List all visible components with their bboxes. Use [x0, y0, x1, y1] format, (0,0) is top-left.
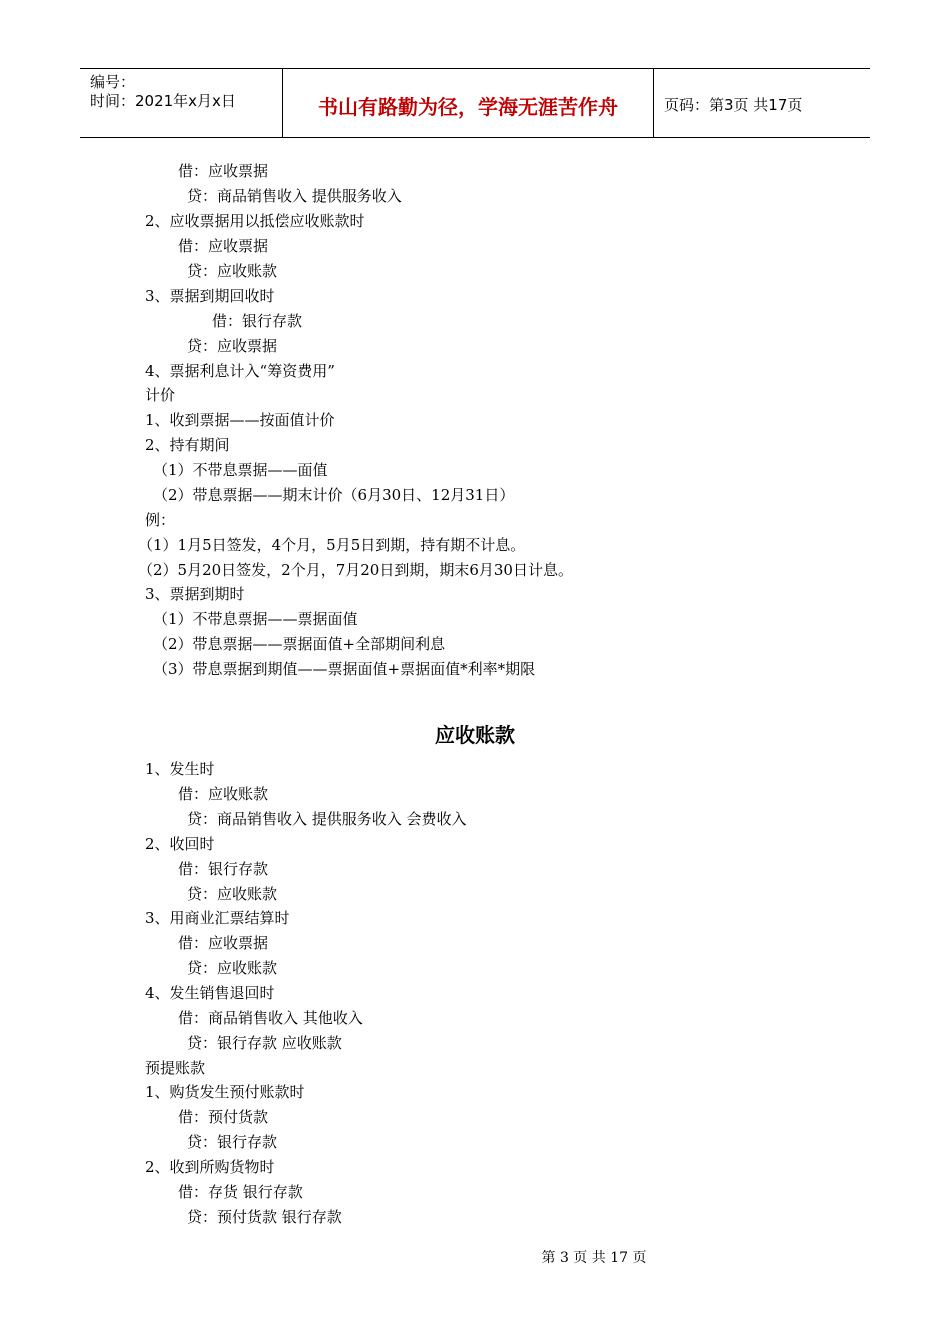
body-line: 贷：商品销售收入 提供服务收入 [187, 187, 402, 205]
section-line: 借：应收账款 [178, 785, 269, 803]
body-line: （2）带息票据——票据面值+全部期间利息 [153, 635, 446, 653]
body-line: 贷：应收账款 [187, 262, 278, 280]
section-line: 借：预付货款 [178, 1108, 269, 1126]
body-line: （1）不带息票据——票据面值 [153, 610, 358, 628]
body-line: 2、应收票据用以抵偿应收账款时 [145, 212, 365, 230]
body-line: 借：银行存款 [212, 312, 303, 330]
document-time-label: 时间：2021年x月x日 [90, 92, 236, 110]
header-motto: 书山有路勤为径，学海无涯苦作舟 [282, 69, 654, 137]
section-line: 3、用商业汇票结算时 [145, 909, 290, 927]
section-line: 贷：商品销售收入 提供服务收入 会费收入 [187, 810, 467, 828]
footer-page-number: 第 3 页 共 17 页 [541, 1250, 647, 1266]
section-line: 1、发生时 [145, 760, 215, 778]
section-line: 预提账款 [145, 1059, 206, 1077]
section-line: 借：存货 银行存款 [178, 1183, 303, 1201]
body-line: 例： [145, 511, 176, 529]
page-header [80, 68, 870, 138]
body-line: （2）带息票据——期末计价（6月30日、12月31日） [153, 486, 515, 504]
section-line: 贷：应收账款 [187, 959, 278, 977]
body-line: （2）5月20日签发，2个月，7月20日到期，期末6月30日计息。 [138, 561, 573, 579]
body-line: 借：应收票据 [178, 162, 269, 180]
body-line: （1）1月5日签发，4个月，5月5日到期，持有期不计息。 [138, 536, 526, 554]
body-line: 借：应收票据 [178, 237, 269, 255]
body-line: 1、收到票据——按面值计价 [145, 411, 335, 429]
document-number-label: 编号： [90, 73, 136, 91]
body-line: 4、票据利息计入“筹资费用” [145, 362, 335, 380]
section-line: 贷：银行存款 [187, 1133, 278, 1151]
body-line: （1）不带息票据——面值 [153, 461, 328, 479]
page-footer [0, 1247, 950, 1267]
section-line: 2、收回时 [145, 835, 215, 853]
body-line: 2、持有期间 [145, 436, 230, 454]
body-line: 3、票据到期时 [145, 585, 245, 603]
section-line: 借：商品销售收入 其他收入 [178, 1009, 363, 1027]
section-line: 贷：银行存款 应收账款 [187, 1034, 342, 1052]
section-line: 借：应收票据 [178, 934, 269, 952]
section-line: 贷：应收账款 [187, 885, 278, 903]
body-line: 3、票据到期回收时 [145, 287, 275, 305]
section-line: 1、购货发生预付账款时 [145, 1083, 305, 1101]
header-left-cell [80, 69, 282, 137]
body-line: 贷：应收票据 [187, 337, 278, 355]
section-title: 应收账款 [435, 723, 515, 747]
section-line: 2、收到所购货物时 [145, 1158, 275, 1176]
body-line: （3）带息票据到期值——票据面值+票据面值*利率*期限 [153, 660, 536, 678]
section-line: 贷：预付货款 银行存款 [187, 1208, 342, 1226]
section-line: 4、发生销售退回时 [145, 984, 275, 1002]
body-line: 计价 [145, 386, 176, 404]
header-page-info: 页码：第3页 共17页 [664, 95, 803, 114]
section-line: 借：银行存款 [178, 860, 269, 878]
